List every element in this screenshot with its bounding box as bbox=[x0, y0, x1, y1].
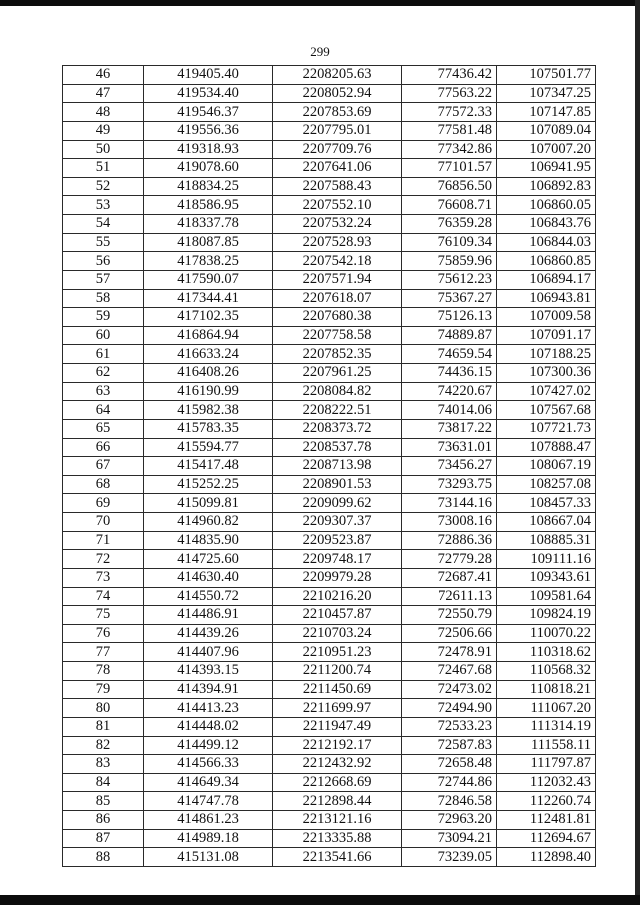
table-row bbox=[63, 848, 596, 867]
value-c-cell: 76109.34 bbox=[402, 233, 497, 252]
point-number-cell: 49 bbox=[63, 121, 144, 140]
table-row bbox=[63, 252, 596, 271]
value-a-cell: 414630.40 bbox=[144, 568, 273, 587]
value-c-cell: 73094.21 bbox=[402, 829, 497, 848]
value-d-cell: 108667.04 bbox=[497, 513, 596, 532]
value-b-cell: 2211947.49 bbox=[273, 717, 402, 736]
value-a-cell: 415131.08 bbox=[144, 848, 273, 867]
value-a-cell: 419556.36 bbox=[144, 121, 273, 140]
value-a-cell: 416633.24 bbox=[144, 345, 273, 364]
point-number-cell: 63 bbox=[63, 382, 144, 401]
value-a-cell: 414649.34 bbox=[144, 773, 273, 792]
value-b-cell: 2207852.35 bbox=[273, 345, 402, 364]
value-a-cell: 418087.85 bbox=[144, 233, 273, 252]
value-d-cell: 107347.25 bbox=[497, 84, 596, 103]
value-d-cell: 106943.81 bbox=[497, 289, 596, 308]
value-b-cell: 2208713.98 bbox=[273, 457, 402, 476]
value-a-cell: 414747.78 bbox=[144, 792, 273, 811]
value-b-cell: 2207542.18 bbox=[273, 252, 402, 271]
table-row bbox=[63, 736, 596, 755]
point-number-cell: 88 bbox=[63, 848, 144, 867]
table-row bbox=[63, 177, 596, 196]
table-row bbox=[63, 550, 596, 569]
value-b-cell: 2207528.93 bbox=[273, 233, 402, 252]
table-row bbox=[63, 270, 596, 289]
value-a-cell: 414439.26 bbox=[144, 624, 273, 643]
value-c-cell: 72658.48 bbox=[402, 755, 497, 774]
value-c-cell: 73631.01 bbox=[402, 438, 497, 457]
point-number-cell: 80 bbox=[63, 699, 144, 718]
table-row bbox=[63, 438, 596, 457]
value-b-cell: 2207961.25 bbox=[273, 364, 402, 383]
point-number-cell: 62 bbox=[63, 364, 144, 383]
value-d-cell: 111797.87 bbox=[497, 755, 596, 774]
table-row bbox=[63, 811, 596, 830]
table-row bbox=[63, 531, 596, 550]
value-d-cell: 107009.58 bbox=[497, 308, 596, 327]
value-c-cell: 73293.75 bbox=[402, 475, 497, 494]
value-c-cell: 72494.90 bbox=[402, 699, 497, 718]
value-a-cell: 415417.48 bbox=[144, 457, 273, 476]
value-b-cell: 2211699.97 bbox=[273, 699, 402, 718]
value-c-cell: 72963.20 bbox=[402, 811, 497, 830]
value-b-cell: 2210951.23 bbox=[273, 643, 402, 662]
value-d-cell: 107888.47 bbox=[497, 438, 596, 457]
value-d-cell: 108885.31 bbox=[497, 531, 596, 550]
table-row bbox=[63, 624, 596, 643]
value-b-cell: 2213335.88 bbox=[273, 829, 402, 848]
point-number-cell: 77 bbox=[63, 643, 144, 662]
value-c-cell: 75367.27 bbox=[402, 289, 497, 308]
value-b-cell: 2208537.78 bbox=[273, 438, 402, 457]
point-number-cell: 51 bbox=[63, 159, 144, 178]
point-number-cell: 70 bbox=[63, 513, 144, 532]
table-row bbox=[63, 215, 596, 234]
value-b-cell: 2208222.51 bbox=[273, 401, 402, 420]
value-d-cell: 106860.85 bbox=[497, 252, 596, 271]
table-row bbox=[63, 643, 596, 662]
value-b-cell: 2212898.44 bbox=[273, 792, 402, 811]
value-b-cell: 2207618.07 bbox=[273, 289, 402, 308]
point-number-cell: 72 bbox=[63, 550, 144, 569]
table-row bbox=[63, 662, 596, 681]
value-d-cell: 112898.40 bbox=[497, 848, 596, 867]
table-row bbox=[63, 680, 596, 699]
table-row bbox=[63, 401, 596, 420]
value-d-cell: 107089.04 bbox=[497, 121, 596, 140]
value-b-cell: 2210703.24 bbox=[273, 624, 402, 643]
table-row bbox=[63, 121, 596, 140]
point-number-cell: 61 bbox=[63, 345, 144, 364]
table-row bbox=[63, 792, 596, 811]
value-a-cell: 414960.82 bbox=[144, 513, 273, 532]
value-d-cell: 107567.68 bbox=[497, 401, 596, 420]
value-c-cell: 77572.33 bbox=[402, 103, 497, 122]
table-row bbox=[63, 568, 596, 587]
value-d-cell: 112260.74 bbox=[497, 792, 596, 811]
value-b-cell: 2208901.53 bbox=[273, 475, 402, 494]
table-row bbox=[63, 457, 596, 476]
value-c-cell: 72467.68 bbox=[402, 662, 497, 681]
value-b-cell: 2207795.01 bbox=[273, 121, 402, 140]
value-d-cell: 108457.33 bbox=[497, 494, 596, 513]
point-number-cell: 71 bbox=[63, 531, 144, 550]
value-d-cell: 107501.77 bbox=[497, 66, 596, 85]
table-row bbox=[63, 308, 596, 327]
value-b-cell: 2207758.58 bbox=[273, 326, 402, 345]
point-number-cell: 52 bbox=[63, 177, 144, 196]
value-d-cell: 112694.67 bbox=[497, 829, 596, 848]
value-b-cell: 2209979.28 bbox=[273, 568, 402, 587]
value-a-cell: 415783.35 bbox=[144, 419, 273, 438]
point-number-cell: 87 bbox=[63, 829, 144, 848]
value-c-cell: 74889.87 bbox=[402, 326, 497, 345]
value-a-cell: 419078.60 bbox=[144, 159, 273, 178]
point-number-cell: 69 bbox=[63, 494, 144, 513]
table-row bbox=[63, 233, 596, 252]
point-number-cell: 55 bbox=[63, 233, 144, 252]
point-number-cell: 74 bbox=[63, 587, 144, 606]
value-d-cell: 109824.19 bbox=[497, 606, 596, 625]
value-c-cell: 75612.23 bbox=[402, 270, 497, 289]
value-c-cell: 73817.22 bbox=[402, 419, 497, 438]
table-row bbox=[63, 382, 596, 401]
table-row bbox=[63, 755, 596, 774]
value-c-cell: 76359.28 bbox=[402, 215, 497, 234]
value-a-cell: 414550.72 bbox=[144, 587, 273, 606]
value-d-cell: 109111.16 bbox=[497, 550, 596, 569]
value-d-cell: 110318.62 bbox=[497, 643, 596, 662]
value-d-cell: 111067.20 bbox=[497, 699, 596, 718]
table-row bbox=[63, 326, 596, 345]
value-c-cell: 72473.02 bbox=[402, 680, 497, 699]
value-b-cell: 2212432.92 bbox=[273, 755, 402, 774]
value-c-cell: 72846.58 bbox=[402, 792, 497, 811]
point-number-cell: 75 bbox=[63, 606, 144, 625]
value-b-cell: 2207552.10 bbox=[273, 196, 402, 215]
value-b-cell: 2207680.38 bbox=[273, 308, 402, 327]
value-a-cell: 414989.18 bbox=[144, 829, 273, 848]
value-b-cell: 2210216.20 bbox=[273, 587, 402, 606]
value-b-cell: 2207532.24 bbox=[273, 215, 402, 234]
value-b-cell: 2208052.94 bbox=[273, 84, 402, 103]
value-a-cell: 416190.99 bbox=[144, 382, 273, 401]
value-b-cell: 2209307.37 bbox=[273, 513, 402, 532]
table-row bbox=[63, 587, 596, 606]
value-c-cell: 74220.67 bbox=[402, 382, 497, 401]
point-number-cell: 53 bbox=[63, 196, 144, 215]
point-number-cell: 65 bbox=[63, 419, 144, 438]
point-number-cell: 58 bbox=[63, 289, 144, 308]
table-row bbox=[63, 494, 596, 513]
value-c-cell: 77101.57 bbox=[402, 159, 497, 178]
point-number-cell: 47 bbox=[63, 84, 144, 103]
point-number-cell: 48 bbox=[63, 103, 144, 122]
table-row bbox=[63, 419, 596, 438]
table-row bbox=[63, 196, 596, 215]
value-d-cell: 112481.81 bbox=[497, 811, 596, 830]
point-number-cell: 60 bbox=[63, 326, 144, 345]
table-row bbox=[63, 364, 596, 383]
table-row bbox=[63, 66, 596, 85]
scan-right-edge bbox=[635, 0, 640, 905]
coordinate-table-body bbox=[63, 66, 596, 867]
value-c-cell: 72886.36 bbox=[402, 531, 497, 550]
value-a-cell: 417344.41 bbox=[144, 289, 273, 308]
value-a-cell: 414407.96 bbox=[144, 643, 273, 662]
value-b-cell: 2207641.06 bbox=[273, 159, 402, 178]
value-c-cell: 72550.79 bbox=[402, 606, 497, 625]
point-number-cell: 73 bbox=[63, 568, 144, 587]
value-c-cell: 77436.42 bbox=[402, 66, 497, 85]
value-d-cell: 112032.43 bbox=[497, 773, 596, 792]
value-d-cell: 110818.21 bbox=[497, 680, 596, 699]
value-a-cell: 418834.25 bbox=[144, 177, 273, 196]
value-a-cell: 414413.23 bbox=[144, 699, 273, 718]
point-number-cell: 54 bbox=[63, 215, 144, 234]
value-b-cell: 2210457.87 bbox=[273, 606, 402, 625]
point-number-cell: 59 bbox=[63, 308, 144, 327]
point-number-cell: 56 bbox=[63, 252, 144, 271]
value-a-cell: 419405.40 bbox=[144, 66, 273, 85]
table-row bbox=[63, 140, 596, 159]
value-a-cell: 414448.02 bbox=[144, 717, 273, 736]
table-row bbox=[63, 159, 596, 178]
value-d-cell: 107300.36 bbox=[497, 364, 596, 383]
value-c-cell: 75126.13 bbox=[402, 308, 497, 327]
table-row bbox=[63, 606, 596, 625]
value-c-cell: 72611.13 bbox=[402, 587, 497, 606]
value-b-cell: 2211200.74 bbox=[273, 662, 402, 681]
value-d-cell: 108257.08 bbox=[497, 475, 596, 494]
value-a-cell: 418337.78 bbox=[144, 215, 273, 234]
table-row bbox=[63, 699, 596, 718]
value-a-cell: 415594.77 bbox=[144, 438, 273, 457]
table-row bbox=[63, 829, 596, 848]
value-c-cell: 77581.48 bbox=[402, 121, 497, 140]
table-row bbox=[63, 717, 596, 736]
value-b-cell: 2207853.69 bbox=[273, 103, 402, 122]
value-d-cell: 106892.83 bbox=[497, 177, 596, 196]
point-number-cell: 50 bbox=[63, 140, 144, 159]
value-c-cell: 73239.05 bbox=[402, 848, 497, 867]
value-d-cell: 106941.95 bbox=[497, 159, 596, 178]
point-number-cell: 57 bbox=[63, 270, 144, 289]
scan-top-edge bbox=[0, 0, 640, 6]
table-row bbox=[63, 289, 596, 308]
coordinate-table bbox=[62, 65, 596, 867]
value-a-cell: 417838.25 bbox=[144, 252, 273, 271]
value-b-cell: 2207709.76 bbox=[273, 140, 402, 159]
table-row bbox=[63, 103, 596, 122]
value-b-cell: 2208205.63 bbox=[273, 66, 402, 85]
value-b-cell: 2209523.87 bbox=[273, 531, 402, 550]
value-d-cell: 110568.32 bbox=[497, 662, 596, 681]
table-row bbox=[63, 773, 596, 792]
point-number-cell: 46 bbox=[63, 66, 144, 85]
value-a-cell: 415982.38 bbox=[144, 401, 273, 420]
value-d-cell: 106894.17 bbox=[497, 270, 596, 289]
value-a-cell: 414566.33 bbox=[144, 755, 273, 774]
value-c-cell: 73008.16 bbox=[402, 513, 497, 532]
value-b-cell: 2207571.94 bbox=[273, 270, 402, 289]
point-number-cell: 78 bbox=[63, 662, 144, 681]
point-number-cell: 83 bbox=[63, 755, 144, 774]
value-b-cell: 2208084.82 bbox=[273, 382, 402, 401]
value-c-cell: 72506.66 bbox=[402, 624, 497, 643]
value-a-cell: 415252.25 bbox=[144, 475, 273, 494]
point-number-cell: 86 bbox=[63, 811, 144, 830]
value-d-cell: 111314.19 bbox=[497, 717, 596, 736]
table-row bbox=[63, 345, 596, 364]
point-number-cell: 79 bbox=[63, 680, 144, 699]
point-number-cell: 82 bbox=[63, 736, 144, 755]
value-a-cell: 414394.91 bbox=[144, 680, 273, 699]
value-c-cell: 77342.86 bbox=[402, 140, 497, 159]
point-number-cell: 64 bbox=[63, 401, 144, 420]
value-a-cell: 414835.90 bbox=[144, 531, 273, 550]
value-b-cell: 2207588.43 bbox=[273, 177, 402, 196]
value-b-cell: 2213541.66 bbox=[273, 848, 402, 867]
value-d-cell: 107007.20 bbox=[497, 140, 596, 159]
value-d-cell: 109581.64 bbox=[497, 587, 596, 606]
value-d-cell: 108067.19 bbox=[497, 457, 596, 476]
value-d-cell: 107721.73 bbox=[497, 419, 596, 438]
table-row bbox=[63, 84, 596, 103]
value-c-cell: 72478.91 bbox=[402, 643, 497, 662]
value-b-cell: 2211450.69 bbox=[273, 680, 402, 699]
point-number-cell: 66 bbox=[63, 438, 144, 457]
value-a-cell: 414499.12 bbox=[144, 736, 273, 755]
value-a-cell: 419546.37 bbox=[144, 103, 273, 122]
table-row bbox=[63, 513, 596, 532]
value-a-cell: 419534.40 bbox=[144, 84, 273, 103]
value-a-cell: 417102.35 bbox=[144, 308, 273, 327]
point-number-cell: 85 bbox=[63, 792, 144, 811]
value-b-cell: 2208373.72 bbox=[273, 419, 402, 438]
value-b-cell: 2209748.17 bbox=[273, 550, 402, 569]
value-c-cell: 73144.16 bbox=[402, 494, 497, 513]
scan-bottom-edge bbox=[0, 895, 640, 905]
value-d-cell: 110070.22 bbox=[497, 624, 596, 643]
point-number-cell: 67 bbox=[63, 457, 144, 476]
value-c-cell: 76856.50 bbox=[402, 177, 497, 196]
value-d-cell: 109343.61 bbox=[497, 568, 596, 587]
value-c-cell: 74436.15 bbox=[402, 364, 497, 383]
value-d-cell: 107147.85 bbox=[497, 103, 596, 122]
value-a-cell: 414393.15 bbox=[144, 662, 273, 681]
value-c-cell: 72587.83 bbox=[402, 736, 497, 755]
value-a-cell: 418586.95 bbox=[144, 196, 273, 215]
value-a-cell: 419318.93 bbox=[144, 140, 273, 159]
value-c-cell: 72744.86 bbox=[402, 773, 497, 792]
value-d-cell: 106844.03 bbox=[497, 233, 596, 252]
point-number-cell: 68 bbox=[63, 475, 144, 494]
value-c-cell: 74014.06 bbox=[402, 401, 497, 420]
value-c-cell: 73456.27 bbox=[402, 457, 497, 476]
value-d-cell: 106843.76 bbox=[497, 215, 596, 234]
value-a-cell: 414861.23 bbox=[144, 811, 273, 830]
point-number-cell: 76 bbox=[63, 624, 144, 643]
value-b-cell: 2209099.62 bbox=[273, 494, 402, 513]
value-d-cell: 107091.17 bbox=[497, 326, 596, 345]
value-c-cell: 75859.96 bbox=[402, 252, 497, 271]
value-d-cell: 107188.25 bbox=[497, 345, 596, 364]
value-b-cell: 2212668.69 bbox=[273, 773, 402, 792]
value-d-cell: 106860.05 bbox=[497, 196, 596, 215]
value-a-cell: 416864.94 bbox=[144, 326, 273, 345]
value-b-cell: 2212192.17 bbox=[273, 736, 402, 755]
value-c-cell: 74659.54 bbox=[402, 345, 497, 364]
point-number-cell: 81 bbox=[63, 717, 144, 736]
value-c-cell: 72779.28 bbox=[402, 550, 497, 569]
value-c-cell: 72687.41 bbox=[402, 568, 497, 587]
value-c-cell: 76608.71 bbox=[402, 196, 497, 215]
value-a-cell: 414486.91 bbox=[144, 606, 273, 625]
point-number-cell: 84 bbox=[63, 773, 144, 792]
value-d-cell: 107427.02 bbox=[497, 382, 596, 401]
value-c-cell: 77563.22 bbox=[402, 84, 497, 103]
value-b-cell: 2213121.16 bbox=[273, 811, 402, 830]
value-d-cell: 111558.11 bbox=[497, 736, 596, 755]
page-number: 299 bbox=[310, 44, 330, 59]
value-c-cell: 72533.23 bbox=[402, 717, 497, 736]
value-a-cell: 415099.81 bbox=[144, 494, 273, 513]
value-a-cell: 416408.26 bbox=[144, 364, 273, 383]
value-a-cell: 417590.07 bbox=[144, 270, 273, 289]
value-a-cell: 414725.60 bbox=[144, 550, 273, 569]
table-row bbox=[63, 475, 596, 494]
